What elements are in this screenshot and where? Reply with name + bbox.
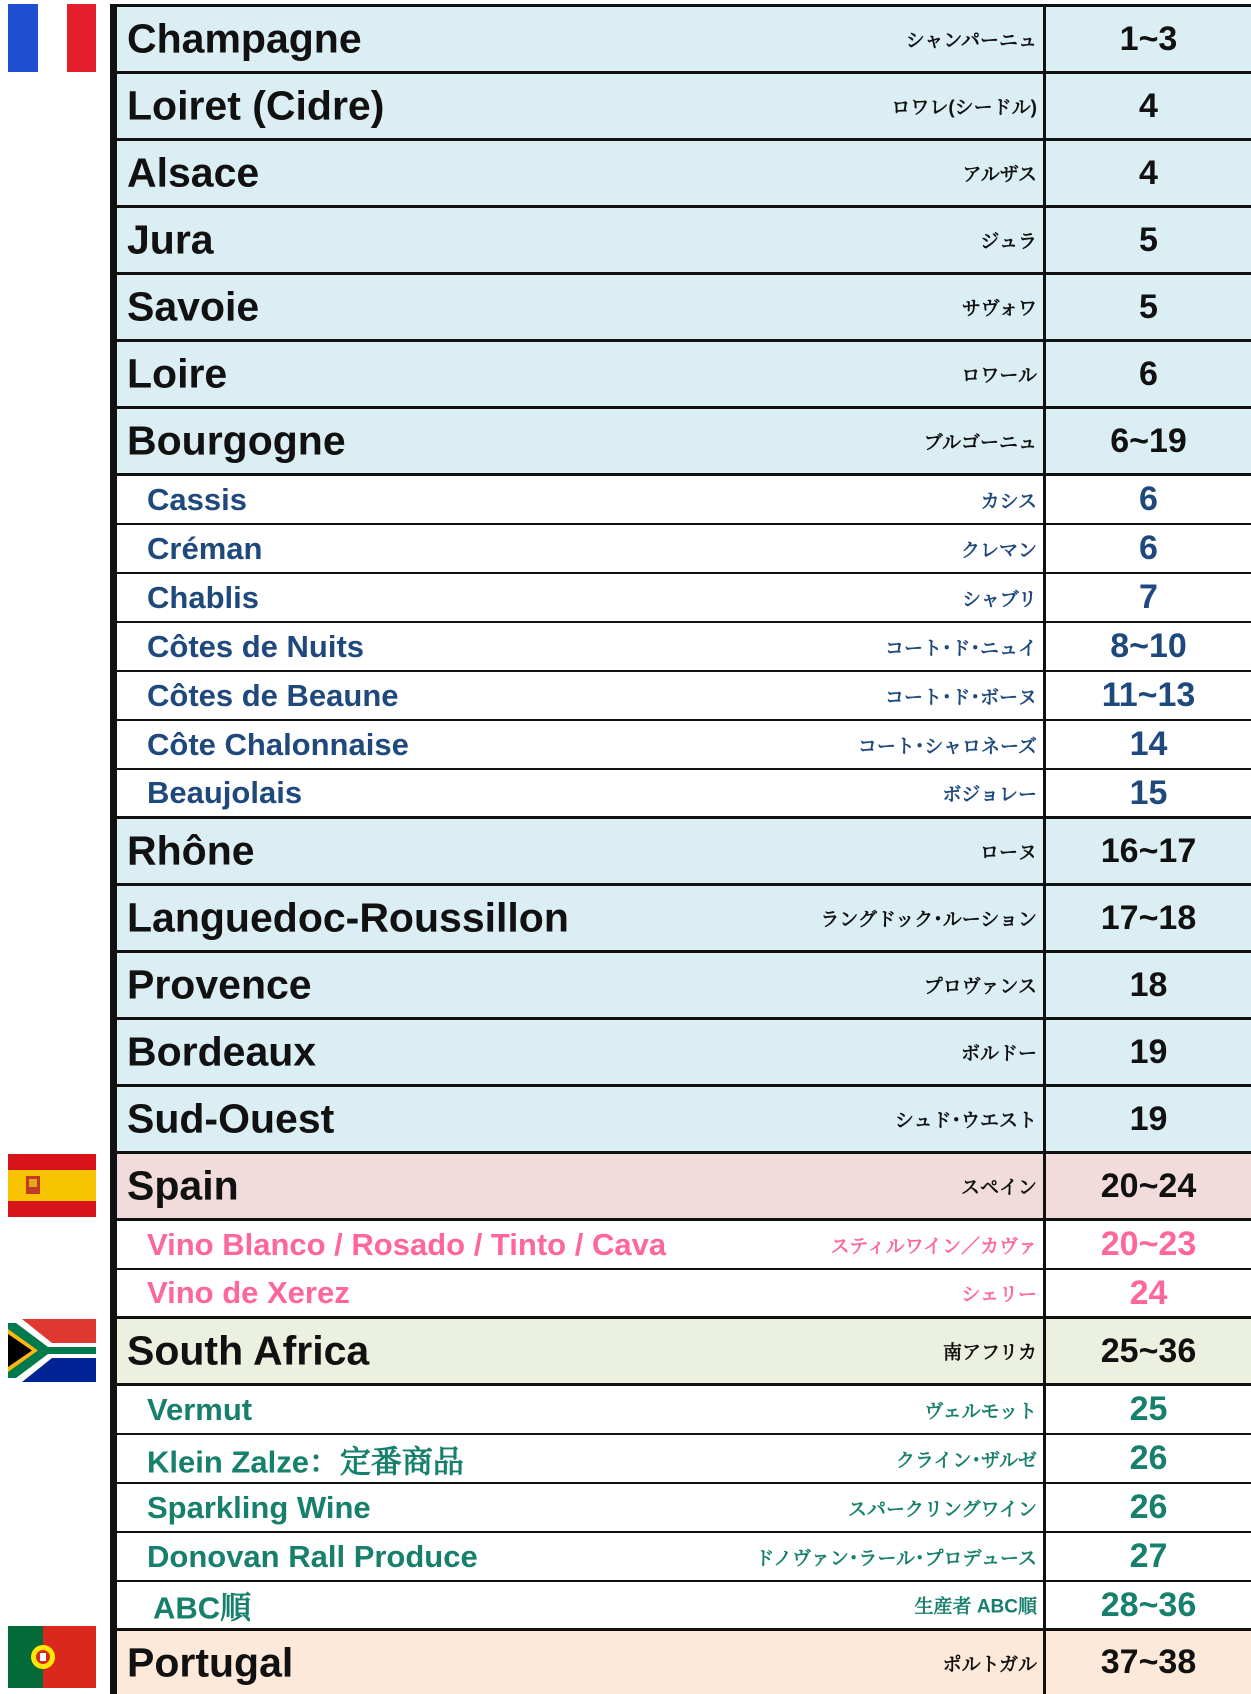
page-range: 5 <box>1139 220 1158 259</box>
country-kana: 南アフリカ <box>942 1342 1037 1364</box>
subregion-kana: コート･シャロネーズ <box>857 736 1037 757</box>
region-kana: サヴォワ <box>961 298 1037 320</box>
table-row[interactable] <box>110 409 1251 476</box>
region-name: Alsace <box>127 149 260 196</box>
region-name: Loiret (Cidre) <box>127 82 385 129</box>
page-range: 5 <box>1139 287 1158 326</box>
table-row[interactable] <box>110 342 1251 409</box>
page-range: 19 <box>1129 1099 1168 1138</box>
region-name: Provence <box>127 961 312 1008</box>
region-name: Bourgogne <box>127 417 346 464</box>
page-range: 26 <box>1129 1439 1168 1477</box>
subregion-kana: スパークリングワイン <box>847 1499 1037 1520</box>
region-kana: シュド･ウエスト <box>894 1110 1037 1132</box>
page-range: 16~17 <box>1100 831 1197 870</box>
subregion-kana: ドノヴァン･ラール･プロデュース <box>755 1548 1037 1569</box>
country-kana: ポルトガル <box>942 1654 1037 1675</box>
table-row[interactable] <box>110 208 1251 275</box>
page-range: 20~24 <box>1100 1166 1197 1205</box>
subregion-kana: 生産者 ABC順 <box>914 1596 1037 1618</box>
region-kana: プロヴァンス <box>923 976 1037 998</box>
table-row[interactable] <box>110 141 1251 208</box>
subregion-name: Beaujolais <box>147 775 303 810</box>
subregion-kana: シャブリ <box>962 589 1037 610</box>
table-row[interactable] <box>110 672 1251 721</box>
table-row[interactable] <box>110 1319 1251 1386</box>
page-range: 6 <box>1139 529 1158 567</box>
subregion-kana: ヴェルモット <box>924 1401 1037 1422</box>
page-range: 7 <box>1139 578 1158 616</box>
table-row[interactable] <box>110 476 1251 525</box>
region-name: Rhône <box>127 827 255 874</box>
subregion-name: Créman <box>147 530 263 566</box>
page-range: 26 <box>1129 1488 1168 1526</box>
subregion-name: Chablis <box>147 579 259 615</box>
table-row[interactable] <box>110 623 1251 672</box>
subregion-name: Cassis <box>147 481 247 517</box>
page-range: 19 <box>1129 1032 1168 1071</box>
subregion-name: Vino de Xerez <box>147 1275 350 1310</box>
page-range: 27 <box>1129 1537 1168 1575</box>
region-kana: ブルゴーニュ <box>923 432 1037 454</box>
page-range: 37~38 <box>1100 1643 1197 1681</box>
region-kana: ローヌ <box>979 842 1037 864</box>
subregion-kana: クライン･ザルゼ <box>896 1450 1037 1471</box>
page-range: 28~36 <box>1100 1585 1197 1624</box>
subregion-kana: スティルワイン／カヴァ <box>830 1236 1037 1257</box>
region-name: Sud-Ouest <box>127 1095 335 1142</box>
region-kana: アルザス <box>962 164 1037 186</box>
region-name: Loire <box>127 350 228 397</box>
table-row[interactable] <box>110 574 1251 623</box>
table-row[interactable] <box>110 1154 1251 1221</box>
subregion-kana: クレマン <box>960 540 1037 561</box>
subregion-name: Côtes de Nuits <box>147 628 365 664</box>
region-kana: ジュラ <box>980 231 1037 253</box>
subregion-kana: カシス <box>980 491 1037 512</box>
table-row[interactable] <box>110 1631 1251 1694</box>
page-range: 15 <box>1129 773 1168 812</box>
table-row[interactable] <box>110 1020 1251 1087</box>
table-row[interactable] <box>110 1087 1251 1154</box>
subregion-name: Sparkling Wine <box>147 1489 371 1525</box>
page-range: 6 <box>1139 480 1158 518</box>
south-africa-flag-icon <box>8 1319 96 1382</box>
table-row[interactable] <box>110 886 1251 953</box>
region-kana: ロワレ(シードル) <box>891 97 1037 119</box>
subregion-name: Côte Chalonnaise <box>147 726 409 762</box>
subregion-kana: シェリー <box>961 1284 1037 1306</box>
region-kana: ロワール <box>961 365 1037 387</box>
region-name: Bordeaux <box>127 1028 317 1075</box>
page-range: 1~3 <box>1119 19 1178 58</box>
country-kana: スペイン <box>960 1177 1037 1199</box>
page-range: 17~18 <box>1100 898 1197 937</box>
table-row[interactable] <box>110 275 1251 342</box>
page-range: 24 <box>1129 1273 1168 1312</box>
region-kana: シャンパーニュ <box>905 30 1037 52</box>
table-row[interactable] <box>110 1221 1251 1270</box>
table-row[interactable] <box>110 1533 1251 1582</box>
country-name: South Africa <box>127 1327 370 1374</box>
table-row[interactable] <box>110 7 1251 74</box>
page-range: 18 <box>1129 965 1168 1004</box>
table-row[interactable] <box>110 74 1251 141</box>
table-row[interactable] <box>110 953 1251 1020</box>
country-name: Portugal <box>127 1639 294 1685</box>
subregion-name: Vino Blanco / Rosado / Tinto / Cava <box>147 1226 667 1262</box>
page-range: 25~36 <box>1100 1331 1197 1370</box>
portugal-flag-icon <box>8 1626 96 1688</box>
table-row[interactable] <box>110 1582 1251 1631</box>
table-row[interactable] <box>110 1386 1251 1435</box>
subregion-name: ABC順 <box>153 1590 252 1626</box>
region-name: Champagne <box>127 15 362 62</box>
page-range: 4 <box>1139 153 1158 192</box>
table-row[interactable] <box>110 1484 1251 1533</box>
subregion-name: Klein Zalze：定番商品 <box>147 1444 464 1479</box>
page-range: 25 <box>1129 1390 1168 1428</box>
subregion-kana: ボジョレー <box>942 784 1037 806</box>
spain-flag-icon <box>8 1154 96 1217</box>
page-range: 11~13 <box>1101 676 1196 714</box>
france-flag-icon <box>8 4 96 72</box>
page-range: 6 <box>1139 354 1158 393</box>
region-name: Languedoc-Roussillon <box>127 894 569 941</box>
page-range: 14 <box>1129 725 1168 763</box>
table-row[interactable] <box>110 819 1251 886</box>
page-range: 6~19 <box>1110 421 1187 460</box>
subregion-name: Donovan Rall Produce <box>147 1538 478 1574</box>
wine-index-table <box>110 4 1251 1694</box>
subregion-name: Vermut <box>147 1391 253 1427</box>
region-kana: ボルドー <box>960 1043 1037 1065</box>
page-range: 8~10 <box>1110 627 1187 665</box>
page-range: 4 <box>1139 86 1158 125</box>
table-row[interactable] <box>110 1270 1251 1319</box>
subregion-kana: コート･ド･ニュイ <box>884 638 1037 659</box>
subregion-kana: コート･ド･ボーヌ <box>884 687 1037 708</box>
table-row[interactable] <box>110 1435 1251 1484</box>
region-kana: ラングドック･ルーション <box>820 909 1037 931</box>
region-name: Jura <box>127 216 214 263</box>
page-range: 20~23 <box>1100 1225 1197 1263</box>
table-row[interactable] <box>110 721 1251 770</box>
region-name: Savoie <box>127 283 260 330</box>
subregion-name: Côtes de Beaune <box>147 677 399 713</box>
table-row[interactable] <box>110 770 1251 819</box>
country-name: Spain <box>127 1162 239 1209</box>
table-row[interactable] <box>110 525 1251 574</box>
